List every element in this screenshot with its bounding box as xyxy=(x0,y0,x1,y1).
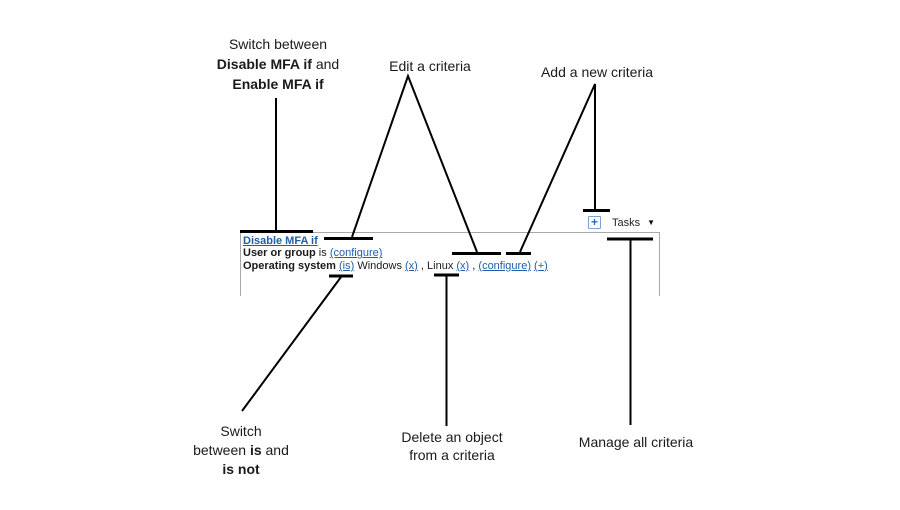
annotation-delete-line1: Delete an object xyxy=(401,429,503,445)
add-criteria-plus-icon[interactable]: + xyxy=(588,216,601,229)
edit-criteria-callout-lines xyxy=(352,76,477,252)
annotation-toggle-mfa-label xyxy=(193,34,363,94)
disable-mfa-if-link[interactable]: Disable MFA if xyxy=(243,235,318,247)
operating-system-row xyxy=(243,260,548,272)
os-is-operator-link[interactable]: (is) xyxy=(338,259,355,272)
user-configure-link[interactable]: (configure) xyxy=(329,247,383,260)
annotation-toggle-line2: Disable MFA if and xyxy=(216,56,340,72)
annotation-switch-is-line2: between is and xyxy=(193,442,289,458)
operating-system-label: Operating system xyxy=(243,259,336,272)
annotation-edit-criteria-label: Edit a criteria xyxy=(389,58,471,74)
annotation-toggle-line3: Enable MFA if xyxy=(232,76,324,92)
os-windows-remove-link[interactable]: (x) xyxy=(405,259,418,272)
annotation-toggle-line1: Switch between xyxy=(228,36,328,52)
os-value-windows: Windows xyxy=(357,259,402,272)
user-operator-text: is xyxy=(318,247,327,260)
annotation-switch-is-line3: is not xyxy=(222,461,260,477)
chevron-down-icon[interactable]: ▼ xyxy=(647,218,656,227)
user-or-group-label: User or group xyxy=(243,247,316,260)
policy-mode-row xyxy=(243,235,548,247)
os-add-value-link[interactable]: (+) xyxy=(534,259,548,272)
os-value-linux: Linux xyxy=(427,259,454,272)
annotation-manage-criteria-label: Manage all criteria xyxy=(578,434,694,450)
criteria-rows xyxy=(243,235,548,272)
os-linux-remove-link[interactable]: (x) xyxy=(456,259,470,272)
add-criteria-callout-lines xyxy=(520,84,595,252)
switch-is-callout-line xyxy=(242,277,341,411)
os-separator-2: , xyxy=(472,259,476,272)
os-separator-1: , xyxy=(420,259,424,272)
annotation-add-criteria-label: Add a new criteria xyxy=(540,64,654,80)
annotation-delete-line2: from a criteria xyxy=(409,447,495,463)
criteria-box xyxy=(240,232,660,296)
user-or-group-row xyxy=(243,247,548,259)
annotation-switch-is-line1: Switch xyxy=(220,423,262,439)
tasks-bar xyxy=(588,216,655,229)
annotation-switch-is-label xyxy=(171,422,311,479)
os-configure-link[interactable]: (configure) xyxy=(478,259,531,272)
annotation-delete-object-label xyxy=(382,428,522,464)
tasks-button[interactable]: Tasks xyxy=(612,216,641,229)
